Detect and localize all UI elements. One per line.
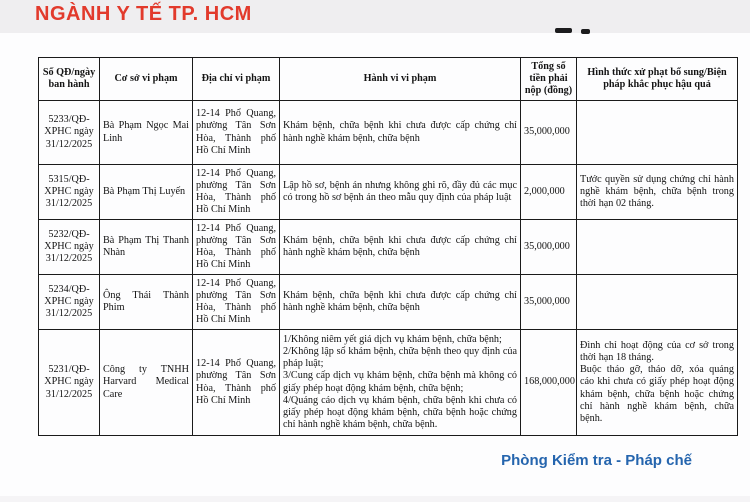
cell-hanh-vi: Khám bệnh, chữa bệnh khi chưa được cấp chứng chỉ hành nghề khám bệnh, chữa bệnh [280,275,521,330]
cell-so-qd: 5232/QĐ-XPHC ngày 31/12/2025 [39,220,100,275]
cell-hinh-thuc [577,220,738,275]
cell-hinh-thuc [577,275,738,330]
cell-co-so: Công ty TNHH Harvard Medical Care [100,330,193,436]
header-dia-chi: Địa chỉ vi phạm [193,58,280,101]
violations-table [38,57,738,436]
violation-item: 3/Cung cấp dịch vụ khám bệnh, chữa bệnh mà không có giấy phép hoạt động khám bệnh, chữa bệnh; [283,370,517,394]
cell-co-so: Bà Phạm Thị Thanh Nhàn [100,220,193,275]
cell-dia-chi: 12-14 Phổ Quang, phường Tân Sơn Hòa, Thành phố Hồ Chí Minh [193,220,280,275]
violation-item: 2/Không lập sổ khám bệnh, chữa bệnh theo quy định của pháp luật; [283,346,517,370]
cell-co-so: Ông Thái Thành Phim [100,275,193,330]
cropped-text-artifact [555,28,572,33]
bottom-strip [0,496,750,502]
table-row [39,275,738,330]
cell-tien: 168,000,000 [521,330,577,436]
cell-hanh-vi: Khám bệnh, chữa bệnh khi chưa được cấp chứng chỉ hành nghề khám bệnh, chữa bệnh [280,101,521,165]
penalty-paragraph: Đình chỉ hoạt động của cơ sở trong thời hạn 18 tháng. [580,340,734,364]
table-header-row [39,58,738,101]
violation-item: 4/Quảng cáo dịch vụ khám bệnh, chữa bệnh khi chưa có giấy phép hoạt động khám bệnh, chữa bệnh hoặc chứng chỉ hành nghề khám bệnh, chữa bệnh. [283,394,517,430]
cell-hanh-vi [280,330,521,436]
header-hinh-thuc: Hình thức xử phạt bổ sung/Biện pháp khắc phục hậu quả [577,58,738,101]
cell-tien: 35,000,000 [521,101,577,165]
table-row [39,220,738,275]
header-hanh-vi: Hành vi vi phạm [280,58,521,101]
table-row [39,330,738,436]
header-co-so: Cơ sở vi phạm [100,58,193,101]
department-signature: Phòng Kiểm tra - Pháp chế [501,452,692,469]
cell-so-qd: 5234/QĐ-XPHC ngày 31/12/2025 [39,275,100,330]
cell-so-qd: 5233/QĐ-XPHC ngày 31/12/2025 [39,101,100,165]
table-row [39,165,738,220]
cell-dia-chi: 12-14 Phổ Quang, phường Tân Sơn Hòa, Thành phố Hồ Chí Minh [193,165,280,220]
table-row [39,101,738,165]
header-so-qd: Số QĐ/ngày ban hành [39,58,100,101]
cell-hanh-vi: Khám bệnh, chữa bệnh khi chưa được cấp chứng chỉ hành nghề khám bệnh, chữa bệnh [280,220,521,275]
cell-hinh-thuc [577,330,738,436]
cell-dia-chi: 12-14 Phổ Quang, phường Tân Sơn Hòa, Thành phố Hồ Chí Minh [193,101,280,165]
cell-co-so: Bà Phạm Thị Luyến [100,165,193,220]
cell-so-qd: 5231/QĐ-XPHC ngày 31/12/2025 [39,330,100,436]
cell-hinh-thuc: Tước quyền sử dụng chứng chỉ hành nghề khám bệnh, chữa bệnh trong thời hạn 02 tháng. [577,165,738,220]
cell-dia-chi: 12-14 Phổ Quang, phường Tân Sơn Hòa, Thành phố Hồ Chí Minh [193,275,280,330]
cell-tien: 35,000,000 [521,220,577,275]
cell-tien: 2,000,000 [521,165,577,220]
cell-co-so: Bà Phạm Ngọc Mai Linh [100,101,193,165]
violation-item: 1/Không niêm yết giá dịch vụ khám bệnh, chữa bệnh; [283,334,502,346]
cell-so-qd: 5315/QĐ-XPHC ngày 31/12/2025 [39,165,100,220]
page-title: NGÀNH Y TẾ TP. HCM [35,3,252,25]
cell-hanh-vi: Lập hồ sơ, bệnh án nhưng không ghi rõ, đầy đủ các mục có trong hồ sơ bệnh án theo mẫu quy định của pháp luật [280,165,521,220]
cropped-text-artifact [581,29,590,34]
cell-dia-chi: 12-14 Phổ Quang, phường Tân Sơn Hòa, Thành phố Hồ Chí Minh [193,330,280,436]
cell-hinh-thuc [577,101,738,165]
header-tien: Tổng số tiền phải nộp (đồng) [521,58,577,101]
cell-tien: 35,000,000 [521,275,577,330]
penalty-paragraph: Buộc tháo gỡ, tháo dỡ, xóa quảng cáo khi chưa có giấy phép hoạt động khám bệnh, chữa bệnh hoặc chứng chỉ hành nghề khám bệnh, chữa bệnh. [580,364,734,424]
